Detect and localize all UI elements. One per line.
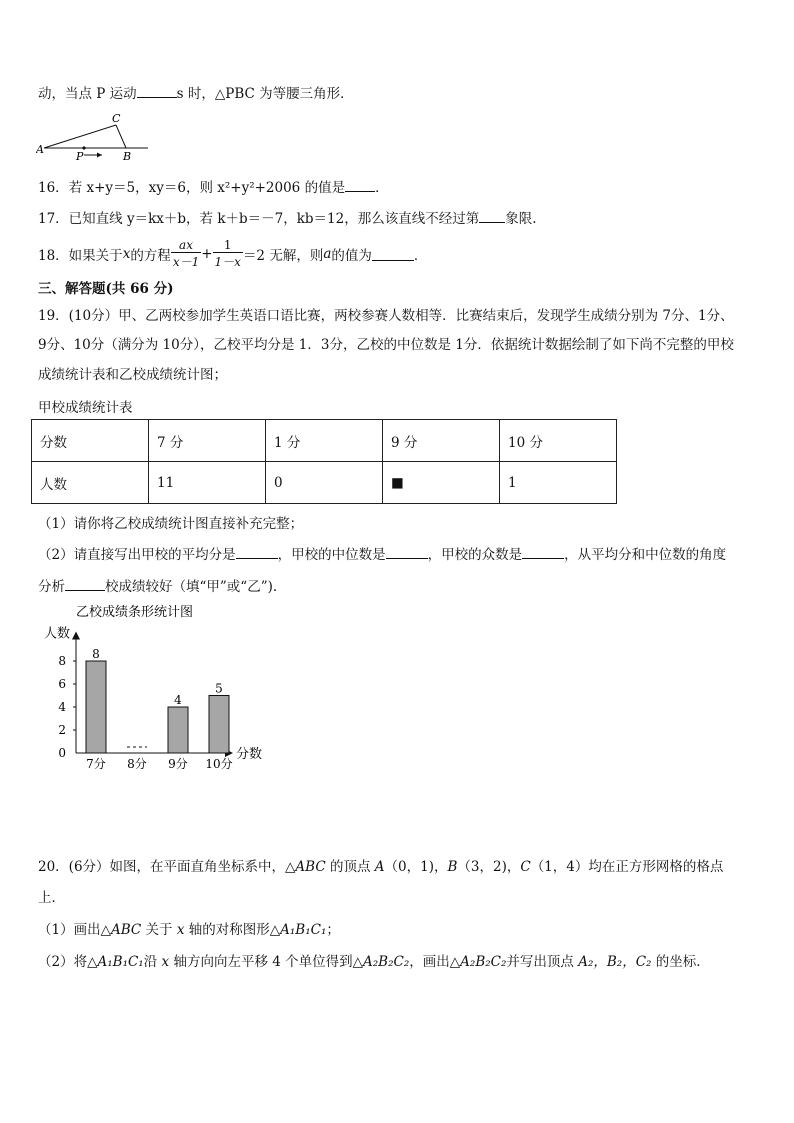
text-segment: 轴的对称图形△ xyxy=(184,922,281,938)
bar xyxy=(209,696,229,754)
text-segment: ＝2 无解，则 xyxy=(242,248,324,264)
triangle-name: A₁B₁C₁ xyxy=(97,954,144,970)
x-tick-label: 10分 xyxy=(205,757,233,771)
triangle-name: A₁B₁C₁ xyxy=(280,922,327,938)
text-segment: 并写出顶点 xyxy=(506,954,579,970)
variable-a: a xyxy=(323,246,332,262)
data-label: 8 xyxy=(92,647,100,661)
text-segment: 的值为 xyxy=(331,248,372,264)
question-19-line-3: 成绩统计表和乙校成绩统计图； xyxy=(38,367,227,383)
bar xyxy=(86,661,106,753)
text-segment: ； xyxy=(326,922,340,938)
answer-blank xyxy=(65,578,105,591)
problem-continuation-line xyxy=(38,82,354,102)
coordinate: （1，4）均在正方形网格的格点 xyxy=(530,859,724,875)
text-segment: ，从平均分和中位数的角度 xyxy=(564,547,727,563)
text-segment: 轴方向向左平移 4 个单位得到△ xyxy=(169,954,364,970)
coordinate: （3，2)， xyxy=(457,859,521,875)
chart-title: 乙校成绩条形统计图 xyxy=(76,605,194,620)
table-cell: 人数 xyxy=(32,462,149,504)
text-segment: 的顶点 xyxy=(325,859,375,875)
y-tick-label: 4 xyxy=(58,700,66,714)
text-segment: s 时，△PBC 为等腰三角形． xyxy=(176,86,354,102)
table-cell: ■ xyxy=(383,462,500,504)
score-table xyxy=(31,419,617,504)
text-segment: ，甲校的中位数是 xyxy=(277,547,386,563)
question-19-line-2: 9分、10分（满分为 10分），乙校平均分是 1．3分，乙校的中位数是 1分．依据统计数据绘制了如下尚不完整的甲校 xyxy=(38,337,734,353)
text-segment: 16．若 x+y＝5，xy＝6，则 x²+y²+2006 的值是 xyxy=(38,180,346,196)
fraction-numerator: 1 xyxy=(213,238,243,253)
segment-cb xyxy=(116,125,126,148)
table-cell: 0 xyxy=(266,462,383,504)
label-c: C xyxy=(112,112,121,125)
text-segment: 动，当点 P 运动 xyxy=(38,86,137,102)
fraction-1 xyxy=(171,238,201,270)
text-segment: ，画出△ xyxy=(409,954,461,970)
table-cell: 1 xyxy=(500,462,617,504)
arrow-head xyxy=(97,153,102,158)
bar-chart xyxy=(36,598,276,778)
table-row xyxy=(32,420,617,462)
triangle-name: ABC xyxy=(295,859,326,875)
question-20-line-2: 上． xyxy=(38,890,65,906)
question-19-sub-2-line-1 xyxy=(38,543,726,563)
label-a: A xyxy=(36,143,44,156)
variable-x: x xyxy=(161,954,170,970)
text-segment: 17．已知直线 y＝kx＋b，若 k＋b＝－7，kb＝12，那么该直线不经过第 xyxy=(38,211,480,227)
text-segment: ，甲校的众数是 xyxy=(427,547,523,563)
table-cell: 1 分 xyxy=(266,420,383,462)
text-segment: ． xyxy=(413,248,428,264)
y-tick-label: 2 xyxy=(58,723,66,737)
table-cell: 9 分 xyxy=(383,420,500,462)
text-segment: 沿 xyxy=(143,954,162,970)
x-axis-label: 分数 xyxy=(236,747,263,762)
text-segment: 分析 xyxy=(38,579,65,595)
point-names: A₂，B₂，C₂ xyxy=(578,954,652,970)
answer-blank xyxy=(479,210,505,223)
point-a: A xyxy=(374,859,385,875)
answer-blank xyxy=(345,179,375,192)
point-b: B xyxy=(447,859,458,875)
bar xyxy=(168,707,188,753)
triangle-name: ABC xyxy=(110,922,142,938)
variable-x: x xyxy=(122,246,131,262)
y-axis-label: 人数 xyxy=(44,626,71,642)
text-segment: 象限. xyxy=(505,211,537,227)
answer-blank xyxy=(386,546,428,559)
fraction-numerator: ax xyxy=(171,238,201,253)
plus-sign: + xyxy=(201,246,213,262)
data-label: 5 xyxy=(215,681,223,696)
text-segment: 的坐标． xyxy=(651,954,710,970)
text-segment: （2）将△ xyxy=(38,954,98,970)
section-heading: 三、解答题(共 66 分) xyxy=(38,281,174,297)
y-tick-label: 8 xyxy=(58,654,66,668)
variable-x: x xyxy=(176,922,185,938)
question-20-line-1 xyxy=(38,855,723,875)
triangle-figure xyxy=(36,112,156,164)
y-tick-label: 0 xyxy=(58,746,66,760)
label-b: B xyxy=(123,150,132,163)
answer-blank xyxy=(522,546,564,559)
text-segment: 的方程 xyxy=(130,248,171,264)
answer-blank xyxy=(137,85,177,98)
triangle-name: A₂B₂C₂ xyxy=(363,954,410,970)
label-p: P xyxy=(76,150,84,163)
question-19-sub-2-line-2 xyxy=(38,575,277,595)
segment-ac xyxy=(44,125,116,148)
x-tick-label: 8分 xyxy=(127,757,147,771)
fraction-denominator: 1－x xyxy=(214,255,241,269)
table-row xyxy=(32,462,617,504)
question-19-sub-1: （1）请你将乙校成绩统计图直接补充完整； xyxy=(38,516,304,532)
table-cell: 11 xyxy=(149,462,266,504)
text-segment: 关于 xyxy=(141,922,177,938)
answer-blank xyxy=(236,546,278,559)
answer-blank xyxy=(372,248,414,261)
table-title: 甲校成绩统计表 xyxy=(38,400,133,416)
coordinate: （0，1)， xyxy=(384,859,448,875)
y-axis-arrow xyxy=(72,632,80,640)
text-segment: （2）请直接写出甲校的平均分是 xyxy=(38,547,236,563)
fraction-2 xyxy=(213,238,243,270)
question-18 xyxy=(38,236,427,272)
text-segment: ． xyxy=(375,180,389,196)
question-20-sub-1 xyxy=(38,918,340,938)
text-segment: 18．如果关于 xyxy=(38,248,123,264)
triangle-name: A₂B₂C₂ xyxy=(460,954,507,970)
text-segment: 20．(6分）如图，在平面直角坐标系中，△ xyxy=(38,859,296,875)
x-tick-label: 7分 xyxy=(86,757,106,771)
question-19-line-1: 19．(10分）甲、乙两校参加学生英语口语比赛，两校参赛人数相等．比赛结束后，发现学生成绩分别为 7分、1分、 xyxy=(38,308,734,324)
y-tick-label: 6 xyxy=(58,677,66,691)
fraction-denominator: x－1 xyxy=(172,255,200,269)
text-segment: （1）画出△ xyxy=(38,922,111,938)
table-cell: 10 分 xyxy=(500,420,617,462)
question-20-sub-2 xyxy=(38,950,710,970)
chart-plot xyxy=(44,626,262,772)
x-tick-label: 9分 xyxy=(168,757,188,771)
point-c: C xyxy=(520,859,531,875)
data-label: 4 xyxy=(174,693,182,707)
text-segment: 校成绩较好（填“甲”或“乙”). xyxy=(105,579,278,595)
question-16 xyxy=(38,176,389,196)
table-cell: 7 分 xyxy=(149,420,266,462)
table-cell: 分数 xyxy=(32,420,149,462)
question-17 xyxy=(38,207,537,227)
